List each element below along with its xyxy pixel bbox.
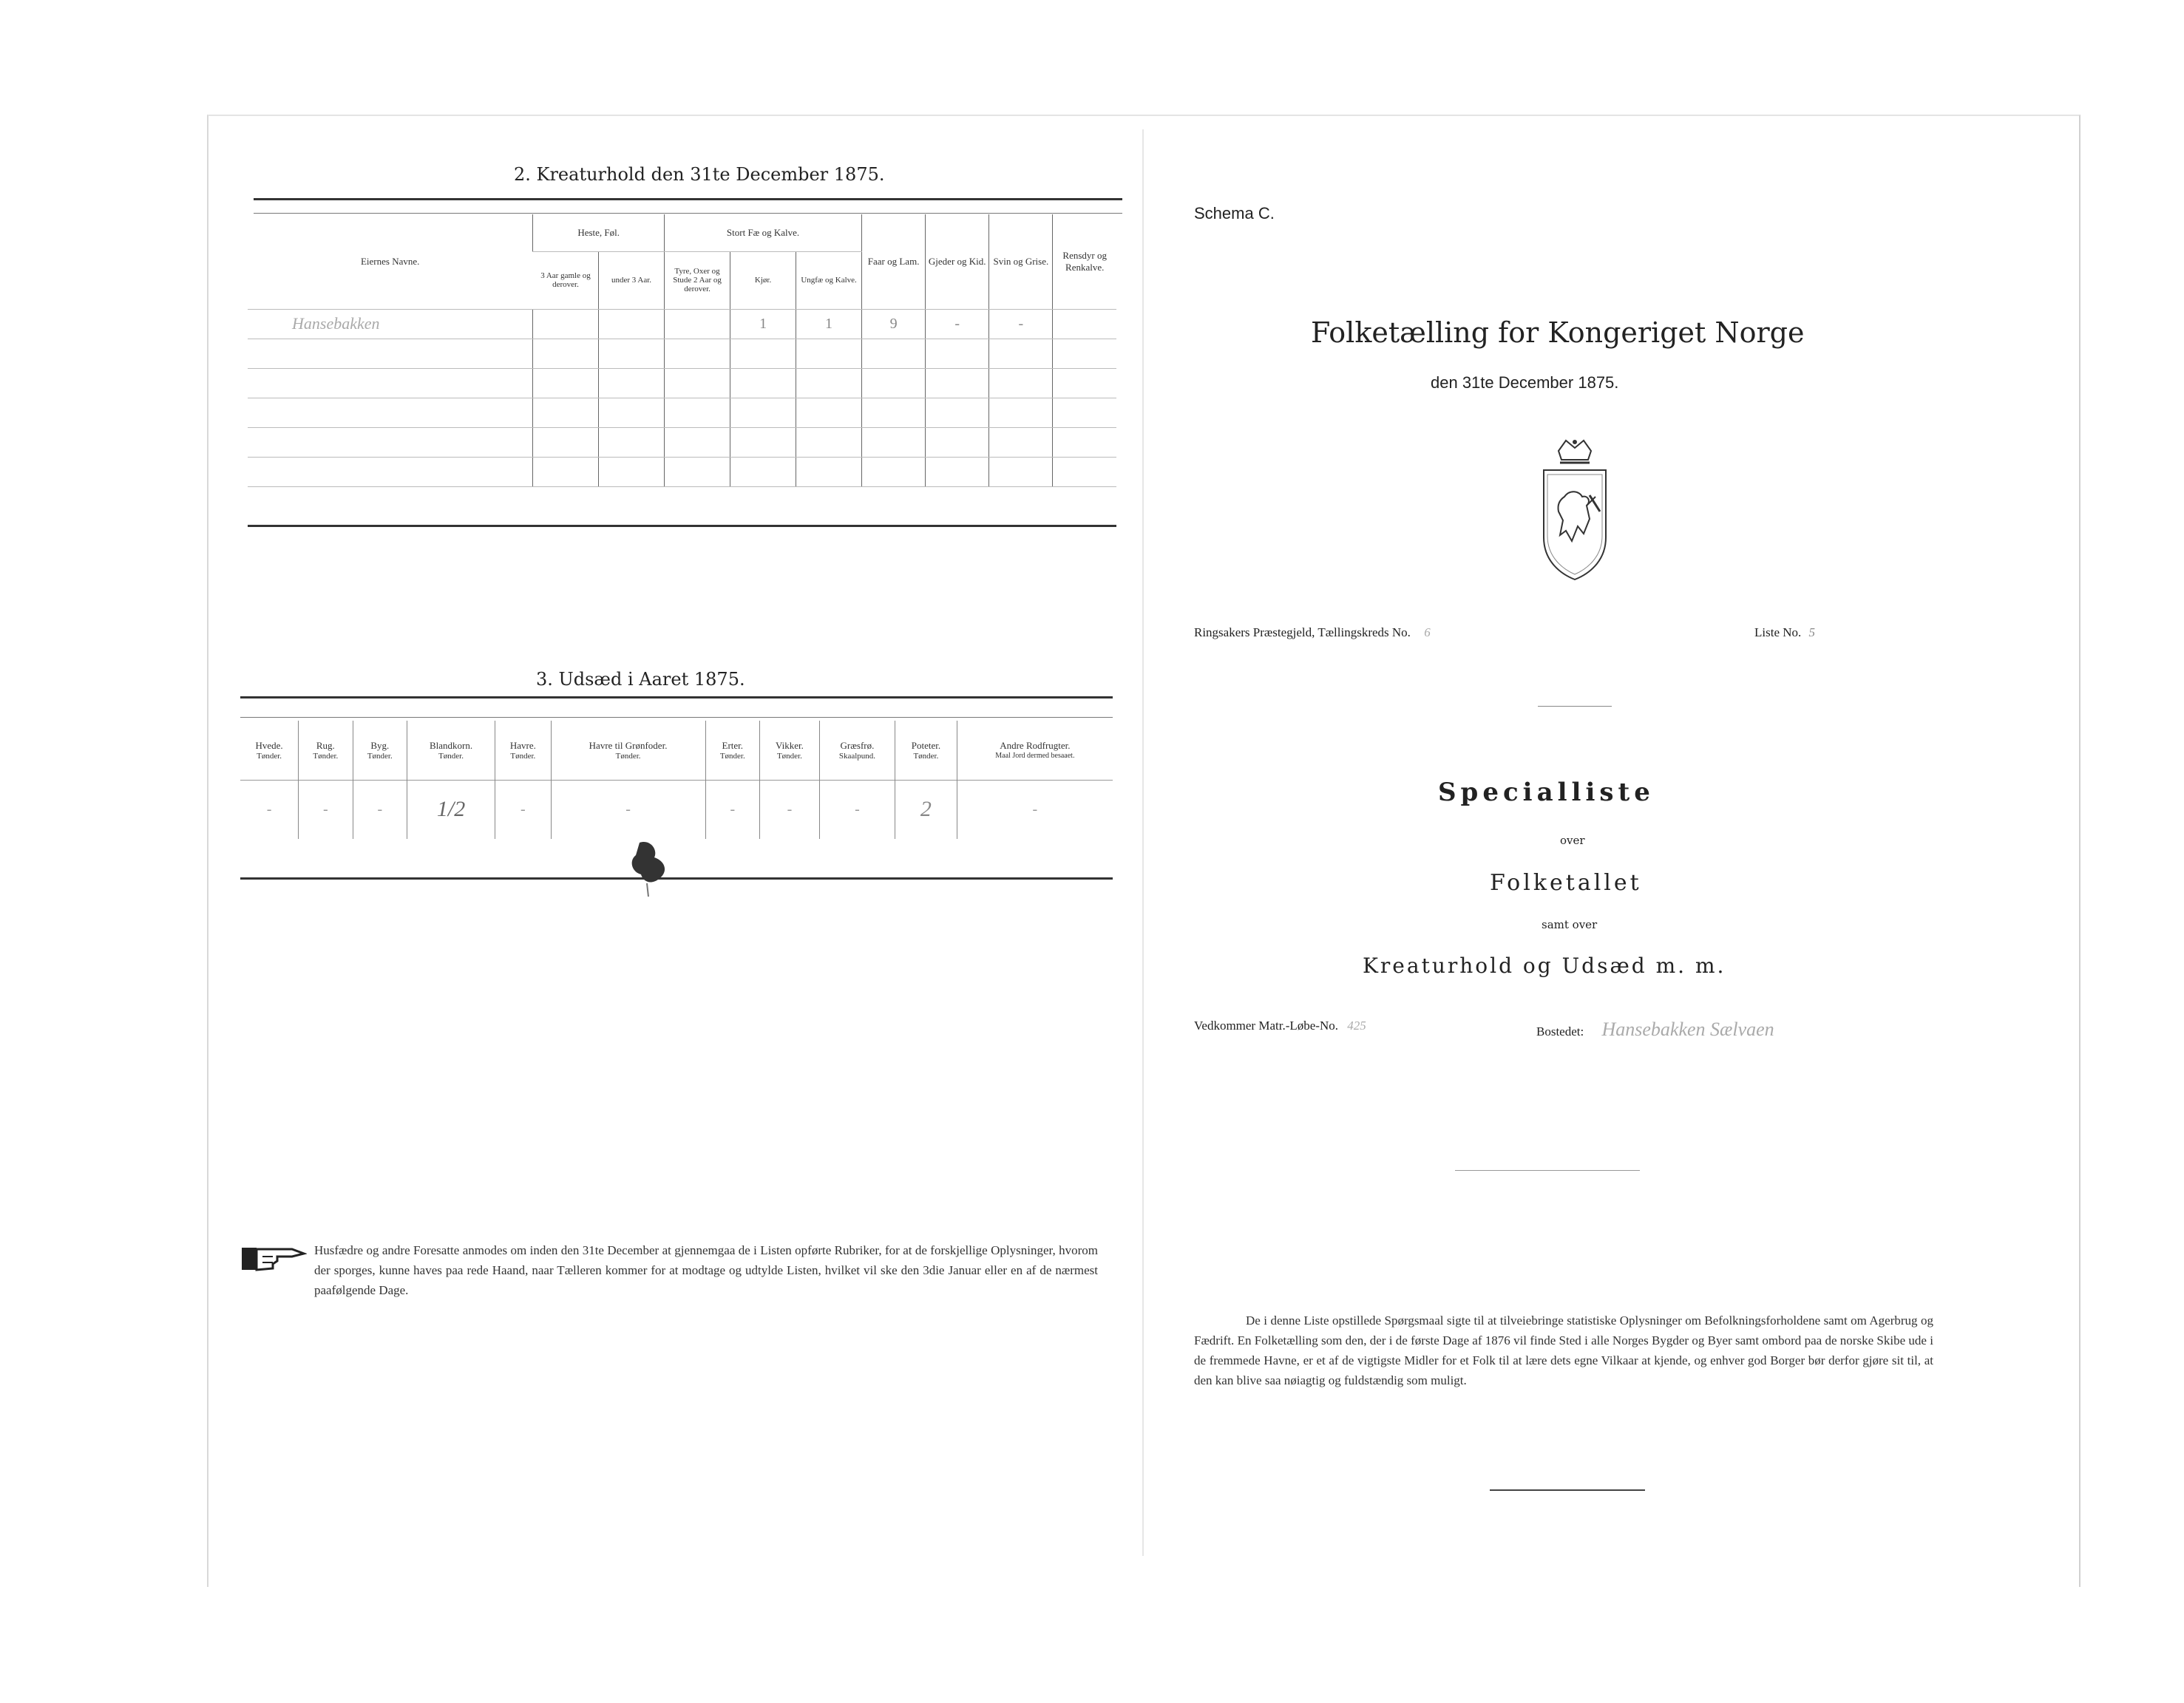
table1-top-rule-2 bbox=[254, 213, 1122, 214]
row1-cows: 1 bbox=[730, 309, 796, 339]
table2-top-rule-2 bbox=[240, 717, 1113, 718]
val-wheat: - bbox=[266, 800, 272, 817]
ink-blot bbox=[625, 839, 676, 898]
kreaturhold-heading: Kreaturhold og Udsæd m. m. bbox=[1363, 954, 1726, 978]
divider-1 bbox=[1538, 706, 1612, 707]
col-potatoes: Poteter. Tønder. bbox=[895, 721, 957, 780]
col-mixed-grain: Blandkorn. Tønder. bbox=[407, 721, 495, 780]
row1-pigs: - bbox=[989, 309, 1053, 339]
matr-value: 425 bbox=[1347, 1019, 1366, 1033]
schema-label: Schema C. bbox=[1194, 204, 1275, 222]
bostedet-value: Hansebakken Sælvaen bbox=[1601, 1019, 1774, 1040]
explanation-paragraph: De i denne Liste opstillede Spørgsmaal sigte til at tilveiebringe statistiske Oplysninger om Befolkningsforholdene samt om Agerbrug og Fædrift. En Folketælling som den, der i de første Dage af 1876 vil finde Sted i alle Norges Bygder og Byer samt ombord paa de norske Skibe ude i de fremmede Havne, er et af de vigtigste Midler for et Folk til at lære dets egne Vilkaar at kjende, og enhver god Borger bør derfor gjøre sit til, at den kan blive saa nøiagtig og fuldstændig som muligt. bbox=[1194, 1313, 1933, 1387]
val-rye: - bbox=[299, 780, 353, 839]
col-young-cattle: Ungfæ og Kalve. bbox=[796, 251, 862, 309]
col-group-cattle: Stort Fæ og Kalve. bbox=[664, 214, 861, 251]
val-oats: - bbox=[495, 780, 551, 839]
col-grass-seed: Græsfrø. Skaalpund. bbox=[819, 721, 895, 780]
val-barley: - bbox=[353, 780, 407, 839]
col-green-fodder: Havre til Grønfoder. Tønder. bbox=[551, 721, 705, 780]
divider-3 bbox=[1490, 1489, 1645, 1491]
col-rye: Rug. Tønder. bbox=[299, 721, 353, 780]
matr-line bbox=[1194, 1019, 1366, 1033]
col-oats: Havre. Tønder. bbox=[495, 721, 551, 780]
main-title: Folketælling for Kongeriget Norge bbox=[1311, 316, 1805, 349]
col-cows: Kjør. bbox=[730, 251, 796, 309]
col-barley: Byg. Tønder. bbox=[353, 721, 407, 780]
parish-label: Ringsakers Præstegjeld, Tællingskreds No. bbox=[1194, 625, 1411, 639]
pointing-hand-icon bbox=[240, 1242, 307, 1274]
col-sheep: Faar og Lam. bbox=[862, 214, 926, 309]
val-mixed-grain: 1/2 bbox=[407, 780, 495, 839]
col-group-horses: Heste, Føl. bbox=[533, 214, 665, 251]
col-owner-names: Eiernes Navne. bbox=[248, 214, 533, 309]
val-grass-seed: - bbox=[819, 780, 895, 839]
bostedet-label: Bostedet: bbox=[1536, 1024, 1584, 1039]
liste-number: 5 bbox=[1808, 625, 1816, 639]
val-potatoes: 2 bbox=[895, 780, 957, 839]
parish-line bbox=[1194, 625, 1431, 640]
table2-top-rule bbox=[240, 696, 1113, 698]
col-horses-3yr: 3 Aar gamle og derover. bbox=[533, 251, 599, 309]
row1-owner: Hansebakken bbox=[248, 309, 533, 339]
col-goats: Gjeder og Kid. bbox=[926, 214, 989, 309]
val-green-fodder: - bbox=[551, 780, 705, 839]
val-other-roots: - bbox=[957, 780, 1113, 839]
liste-line bbox=[1754, 625, 1815, 640]
col-peas: Erter. Tønder. bbox=[705, 721, 759, 780]
row1-goats: - bbox=[926, 309, 989, 339]
matr-label: Vedkommer Matr.-Løbe-No. bbox=[1194, 1019, 1338, 1033]
specialliste-heading: Specialliste bbox=[1438, 778, 1655, 807]
val-vetch: - bbox=[759, 780, 819, 839]
samt-over-label: samt over bbox=[1542, 918, 1598, 931]
table1-top-rule bbox=[254, 198, 1122, 200]
over-label: over bbox=[1560, 834, 1585, 847]
folketallet-heading: Folketallet bbox=[1490, 870, 1642, 896]
col-vetch: Vikker. Tønder. bbox=[759, 721, 819, 780]
col-other-roots: Andre Rodfrugter. Maal Jord dermed besaaet. bbox=[957, 721, 1113, 780]
col-wheat: Hvede. Tønder. bbox=[255, 739, 283, 761]
liste-label: Liste No. bbox=[1754, 625, 1802, 639]
parish-number: 6 bbox=[1424, 625, 1431, 639]
val-peas: - bbox=[705, 780, 759, 839]
table1-bottom-rule bbox=[248, 525, 1116, 527]
row1-young-cattle: 1 bbox=[796, 309, 862, 339]
table2-bottom-rule bbox=[240, 877, 1113, 880]
section3-title: 3. Udsæd i Aaret 1875. bbox=[536, 669, 745, 690]
livestock-table bbox=[248, 214, 1116, 487]
col-reindeer: Rensdyr og Renkalve. bbox=[1053, 214, 1116, 309]
row1-sheep: 9 bbox=[862, 309, 926, 339]
seed-table bbox=[240, 721, 1113, 839]
col-pigs: Svin og Grise. bbox=[989, 214, 1053, 309]
divider-2 bbox=[1455, 1170, 1640, 1171]
col-horses-under3: under 3 Aar. bbox=[599, 251, 665, 309]
date-line: den 31te December 1875. bbox=[1431, 373, 1619, 392]
notice-text: Husfædre og andre Foresatte anmodes om inden den 31te December at gjennemgaa de i Listen opførte Rubriker, for at de forskjellige Oplysninger, hvorom der sporges, kunne haves paa rede Haand, naar Tælleren kommer for at modtage og udtylde Listen, hvilket vil ske den 3die Januar eller en af de nærmest paafølgende Dage. bbox=[314, 1243, 1098, 1297]
page-fold bbox=[1142, 129, 1144, 1556]
col-bulls: Tyre, Oxer og Stude 2 Aar og derover. bbox=[664, 251, 730, 309]
bostedet-line bbox=[1536, 1019, 1774, 1041]
norway-coat-of-arms bbox=[1536, 438, 1614, 582]
section2-title: 2. Kreaturhold den 31te December 1875. bbox=[514, 164, 885, 185]
